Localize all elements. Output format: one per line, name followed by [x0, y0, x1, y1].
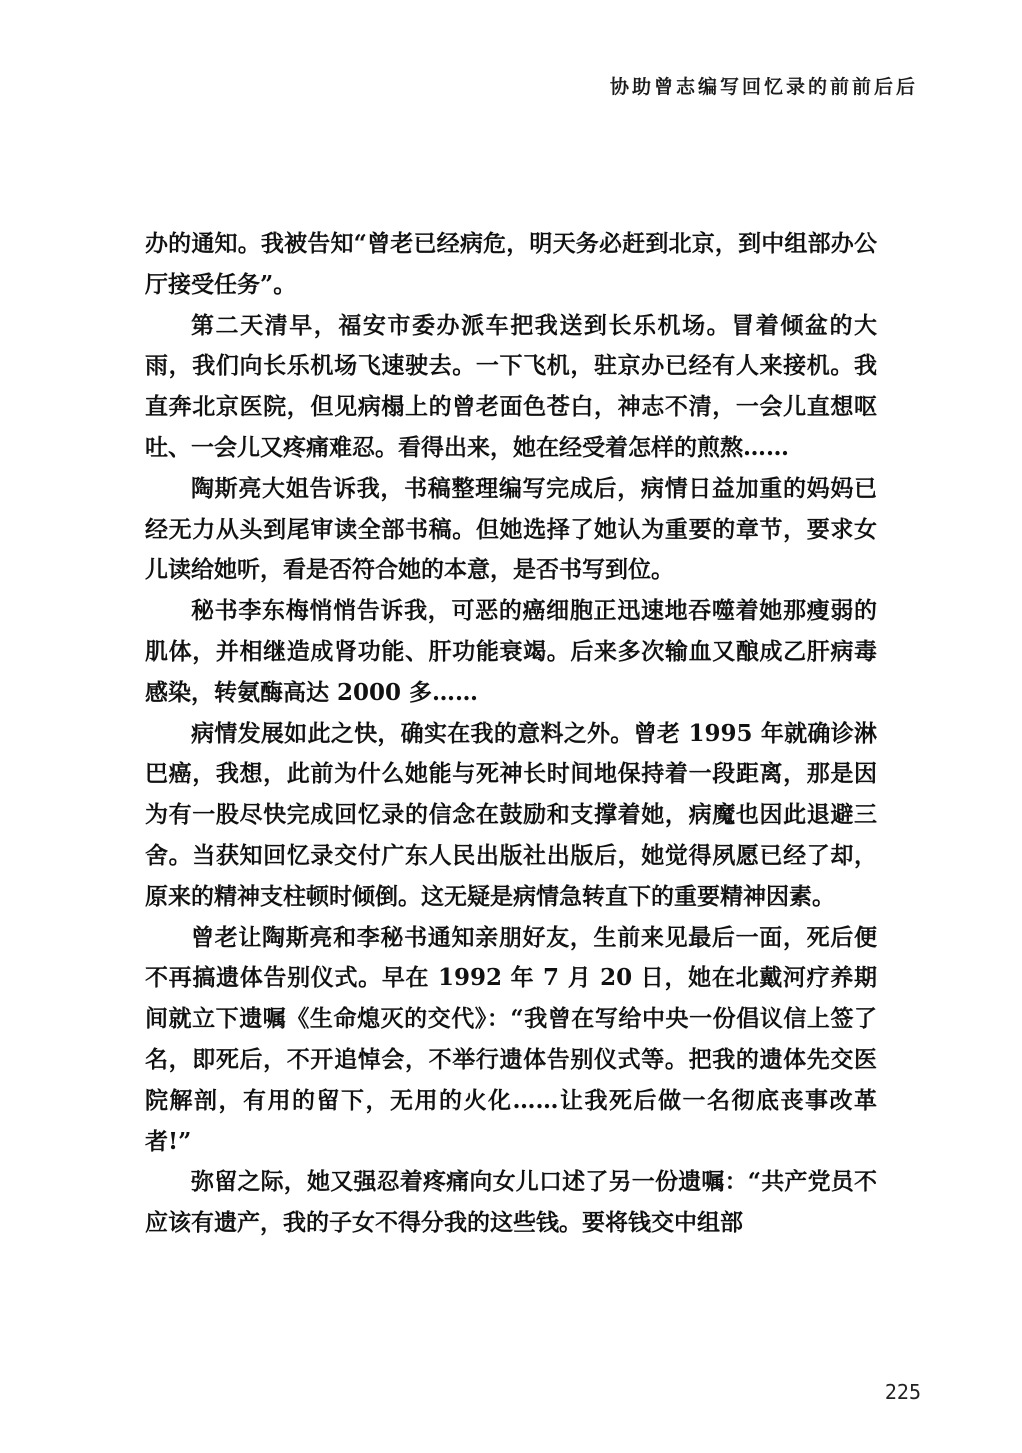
- paragraph: 陶斯亮大姐告诉我，书稿整理编写完成后，病情日益加重的妈妈已经无力从头到尾审读全部书稿。但她选择了她认为重要的章节，要求女儿读给她听，看是否符合她的本意，是否书写到位。: [145, 474, 877, 584]
- page-number: 225: [884, 1380, 921, 1404]
- paragraph-continued: 办的通知。我被告知“曾老已经病危，明天务必赶到北京，到中组部办公厅接受任务”。: [145, 230, 877, 298]
- paragraph: 曾老让陶斯亮和李秘书通知亲朋好友，生前来见最后一面，死后便不再搞遗体告别仪式。早在 1992 年 7 月 20 日，她在北戴河疗养期间就立下遗嘱《生命熄灭的交代》：“我曾在写给中央一份倡议信上签了名，即死后，不开追悼会，不举行遗体告别仪式等。把我的遗体先交医院解剖，有用的留下，无用的火化……让我死后做一名彻底丧事改革者!”: [145, 923, 877, 1155]
- paragraph: 弥留之际，她又强忍着疼痛向女儿口述了另一份遗嘱：“共产党员不应该有遗产，我的子女不得分我的这些钱。要将钱交中组部: [145, 1168, 877, 1237]
- running-header-title: 协助曾志编写回忆录的前前后后: [609, 76, 918, 98]
- paragraph: 秘书李东梅悄悄告诉我，可恶的癌细胞正迅速地吞噬着她那瘦弱的肌体，并相继造成肾功能、肝功能衰竭。后来多次输血又酿成乙肝病毒感染，转氨酶高达 2000 多……: [145, 597, 877, 706]
- paragraph: 第二天清早，福安市委办派车把我送到长乐机场。冒着倾盆的大雨，我们向长乐机场飞速驶去。一下飞机，驻京办已经有人来接机。我直奔北京医院，但见病榻上的曾老面色苍白，神志不清，一会儿直想呕吐、一会儿又疼痛难忍。看得出来，她在经受着怎样的煎熬……: [145, 311, 877, 461]
- paragraph: 病情发展如此之快，确实在我的意料之外。曾老 1995 年就确诊淋巴癌，我想，此前为什么她能与死神长时间地保持着一段距离，那是因为有一股尽快完成回忆录的信念在鼓励和支撑着她，病魔也因此退避三舍。当获知回忆录交付广东人民出版社出版后，她觉得夙愿已经了却，原来的精神支柱顿时倾倒。这无疑是病情急转直下的重要精神因素。: [145, 719, 877, 910]
- body-text: [145, 224, 877, 1244]
